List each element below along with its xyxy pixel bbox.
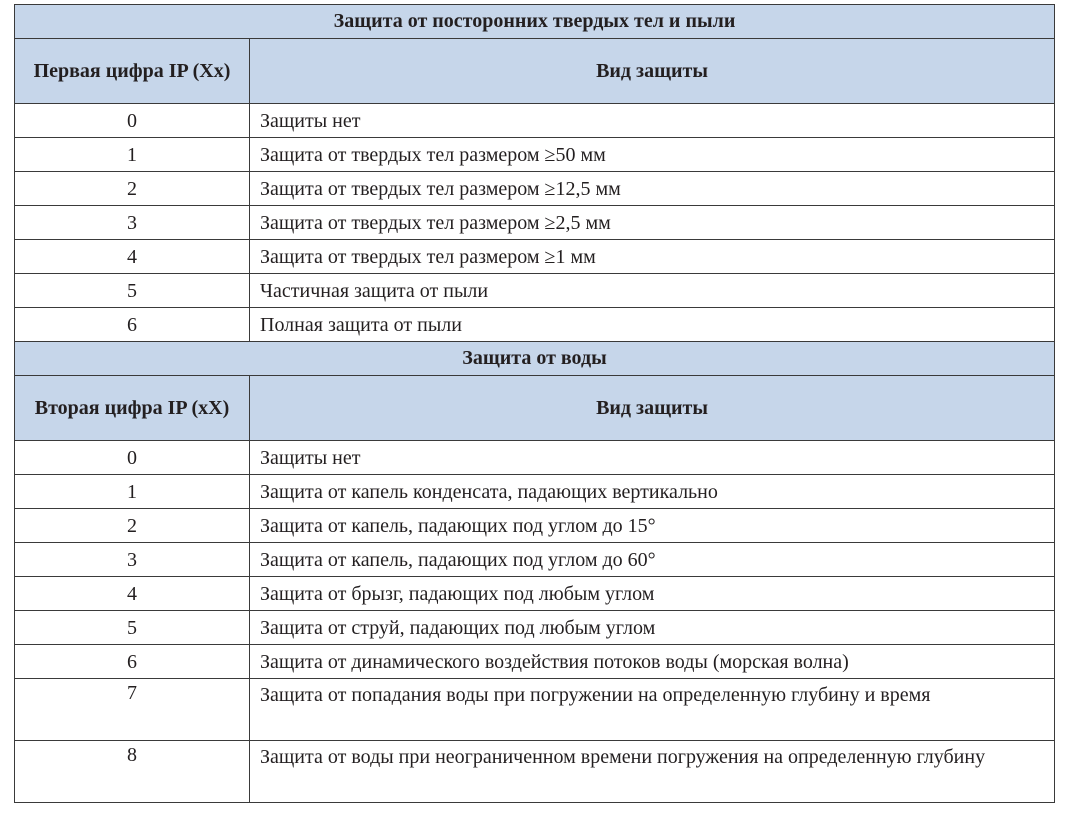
protection-description: Защиты нет: [250, 104, 1055, 138]
ip-digit: 5: [15, 274, 250, 308]
column-header-row-water: [15, 376, 1055, 441]
ip-digit: 5: [15, 611, 250, 645]
protection-description: Защита от попадания воды при погружении на определенную глубину и время: [250, 679, 1055, 741]
table-row: [15, 577, 1055, 611]
ip-digit: 7: [15, 679, 250, 741]
table-row: [15, 611, 1055, 645]
table-row: [15, 543, 1055, 577]
protection-description: Полная защита от пыли: [250, 308, 1055, 342]
ip-digit: 2: [15, 172, 250, 206]
column-header-row-solids: [15, 39, 1055, 104]
table-row: [15, 509, 1055, 543]
protection-description: Защита от твердых тел размером ≥2,5 мм: [250, 206, 1055, 240]
protection-description: Защита от капель, падающих под углом до 15°: [250, 509, 1055, 543]
protection-description: Защита от твердых тел размером ≥1 мм: [250, 240, 1055, 274]
table-row: [15, 104, 1055, 138]
ip-digit: 4: [15, 240, 250, 274]
table-row: [15, 240, 1055, 274]
ip-digit: 6: [15, 645, 250, 679]
section-title-solids: Защита от посторонних твердых тел и пыли: [15, 5, 1055, 39]
protection-description: Защита от капель конденсата, падающих вертикально: [250, 475, 1055, 509]
ip-protection-table: [14, 4, 1055, 803]
table-row: [15, 441, 1055, 475]
section-header-water: [15, 342, 1055, 376]
column-header-protection-type: Вид защиты: [250, 376, 1055, 441]
table-row: [15, 741, 1055, 803]
table-row: [15, 274, 1055, 308]
ip-digit: 4: [15, 577, 250, 611]
column-header-first-digit: Первая цифра IP (Xx): [15, 39, 250, 104]
section-title-water: Защита от воды: [15, 342, 1055, 376]
section-header-solids: [15, 5, 1055, 39]
protection-description: Защита от твердых тел размером ≥50 мм: [250, 138, 1055, 172]
protection-description: Защита от воды при неограниченном времени погружения на определенную глубину: [250, 741, 1055, 803]
table-row: [15, 308, 1055, 342]
protection-description: Защита от капель, падающих под углом до 60°: [250, 543, 1055, 577]
column-header-second-digit: Вторая цифра IP (xX): [15, 376, 250, 441]
table-row: [15, 138, 1055, 172]
ip-digit: 0: [15, 441, 250, 475]
protection-description: Защита от динамического воздействия потоков воды (морская волна): [250, 645, 1055, 679]
table-row: [15, 172, 1055, 206]
ip-digit: 3: [15, 206, 250, 240]
protection-description: Защита от струй, падающих под любым углом: [250, 611, 1055, 645]
column-header-protection-type: Вид защиты: [250, 39, 1055, 104]
protection-description: Частичная защита от пыли: [250, 274, 1055, 308]
table-row: [15, 206, 1055, 240]
ip-digit: 0: [15, 104, 250, 138]
ip-digit: 6: [15, 308, 250, 342]
ip-digit: 1: [15, 138, 250, 172]
table-row: [15, 645, 1055, 679]
table-row: [15, 679, 1055, 741]
protection-description: Защита от брызг, падающих под любым углом: [250, 577, 1055, 611]
ip-digit: 1: [15, 475, 250, 509]
ip-digit: 8: [15, 741, 250, 803]
ip-digit: 3: [15, 543, 250, 577]
ip-digit: 2: [15, 509, 250, 543]
table-row: [15, 475, 1055, 509]
protection-description: Защита от твердых тел размером ≥12,5 мм: [250, 172, 1055, 206]
protection-description: Защиты нет: [250, 441, 1055, 475]
